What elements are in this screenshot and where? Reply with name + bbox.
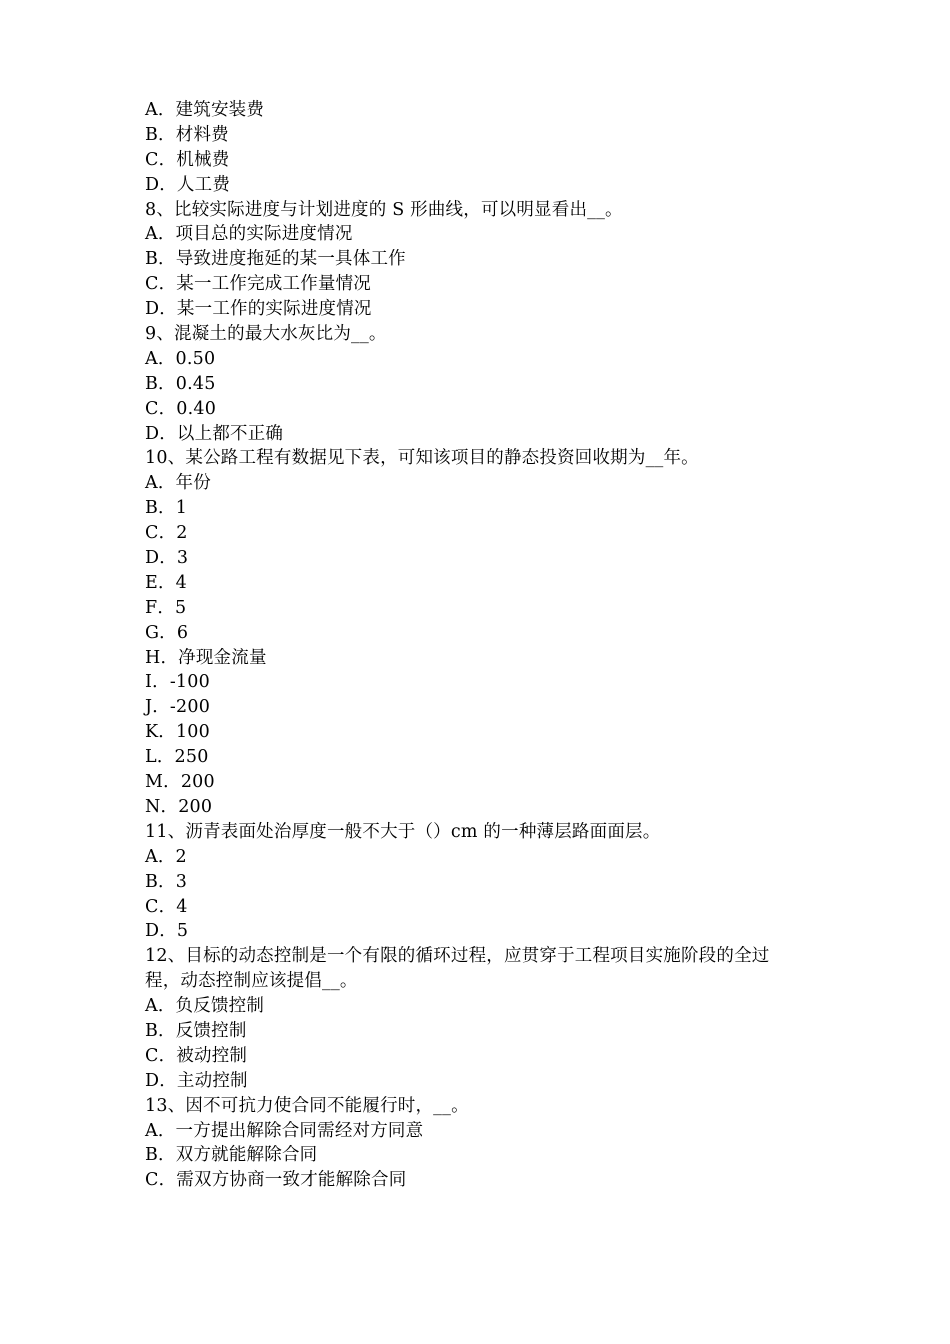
option-line: C．2: [145, 523, 188, 544]
option-line: G．6: [145, 622, 189, 643]
document-page: [145, 98, 825, 1193]
option-line: E．4: [145, 572, 188, 593]
question-line-continued: 程，动态控制应该提倡__。: [145, 971, 358, 992]
option-line: B．双方就能解除合同: [145, 1145, 318, 1166]
option-line: A．负反馈控制: [145, 996, 265, 1017]
option-line: D．3: [145, 548, 189, 569]
option-line: K．100: [145, 722, 210, 743]
question-line: 13、因不可抗力使合同不能履行时，__。: [145, 1095, 469, 1116]
option-line: B．1: [145, 498, 188, 519]
option-line: H．净现金流量: [145, 647, 267, 668]
option-line: C．0.40: [145, 398, 217, 419]
option-line: D．人工费: [145, 174, 231, 195]
question-line: 11、沥青表面处治厚度一般不大于（）cm 的一种薄层路面面层。: [145, 821, 661, 842]
option-line: L．250: [145, 747, 209, 768]
option-line: A．2: [145, 846, 187, 867]
option-line: N．200: [145, 796, 213, 817]
option-line: C．某一工作完成工作量情况: [145, 274, 371, 295]
option-line: A．0.50: [145, 348, 216, 369]
option-line: C．4: [145, 896, 188, 917]
option-line: C．被动控制: [145, 1045, 248, 1066]
option-line: B．导致进度拖延的某一具体工作: [145, 249, 406, 270]
option-line: D．主动控制: [145, 1070, 248, 1091]
question-line: 10、某公路工程有数据见下表，可知该项目的静态投资回收期为__年。: [145, 448, 699, 469]
option-line: D．5: [145, 921, 189, 942]
option-line: A．建筑安装费: [145, 100, 265, 120]
question-line: 9、混凝土的最大水灰比为__。: [145, 324, 387, 345]
option-line: C．机械费: [145, 149, 230, 170]
question-line: 8、比较实际进度与计划进度的 S 形曲线，可以明显看出__。: [145, 199, 623, 220]
option-line: J．-200: [145, 697, 211, 718]
option-line: B．反馈控制: [145, 1020, 247, 1041]
option-line: F．5: [145, 597, 187, 618]
option-line: A．项目总的实际进度情况: [145, 224, 353, 245]
option-line: B．3: [145, 871, 188, 892]
option-line: C．需双方协商一致才能解除合同: [145, 1170, 407, 1191]
option-line: A．年份: [145, 473, 211, 494]
option-line: A．一方提出解除合同需经对方同意: [145, 1120, 424, 1141]
option-line: B．材料费: [145, 124, 229, 145]
question-line: 12、目标的动态控制是一个有限的循环过程，应贯穿于工程项目实施阶段的全过: [145, 946, 770, 967]
option-line: D．以上都不正确: [145, 423, 284, 444]
option-line: I．-100: [145, 672, 210, 693]
option-line: M．200: [145, 772, 215, 793]
option-line: B．0.45: [145, 373, 216, 394]
option-line: D．某一工作的实际进度情况: [145, 299, 372, 320]
